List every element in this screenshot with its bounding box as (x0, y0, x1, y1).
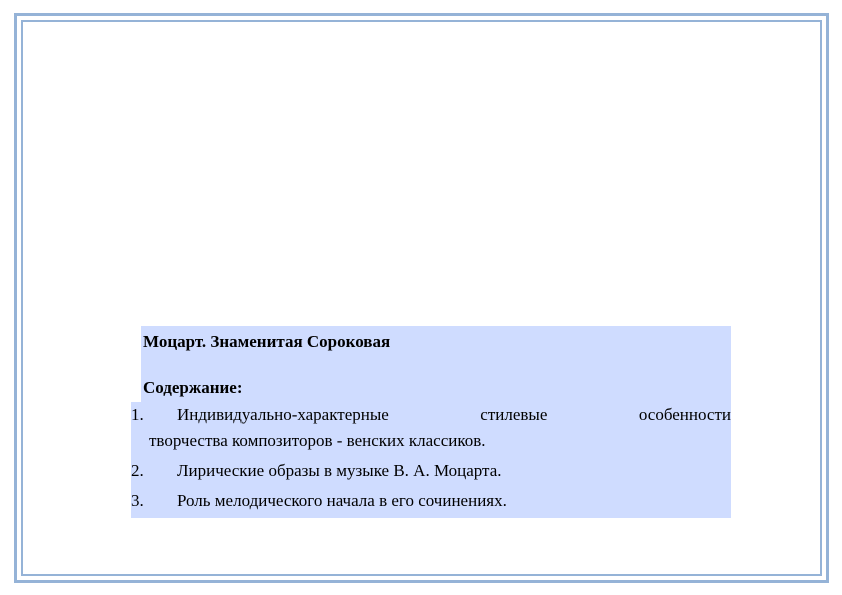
list-item-text: Лирические образы в музыке В. А. Моцарта. (177, 461, 502, 480)
document-content (131, 326, 731, 518)
contents-label: Содержание: (143, 378, 243, 397)
list-item (131, 402, 731, 428)
list-item-number: 3. (131, 491, 144, 510)
heading-block (141, 326, 731, 402)
document-title: Моцарт. Знаменитая Сороковая (143, 332, 391, 351)
list-item-word: Индивидуально-характерные (177, 405, 389, 424)
contents-list (131, 402, 731, 518)
list-item-word: стилевые (480, 405, 548, 424)
list-item-continuation: творчества композиторов - венских классиков. (149, 431, 486, 450)
list-item (131, 484, 731, 518)
list-item-text: Роль мелодического начала в его сочинениях. (177, 491, 507, 510)
list-item (131, 454, 731, 484)
list-item-number: 2. (131, 461, 144, 480)
list-item-number: 1. (131, 405, 144, 424)
list-item-word: особенности (638, 405, 731, 424)
